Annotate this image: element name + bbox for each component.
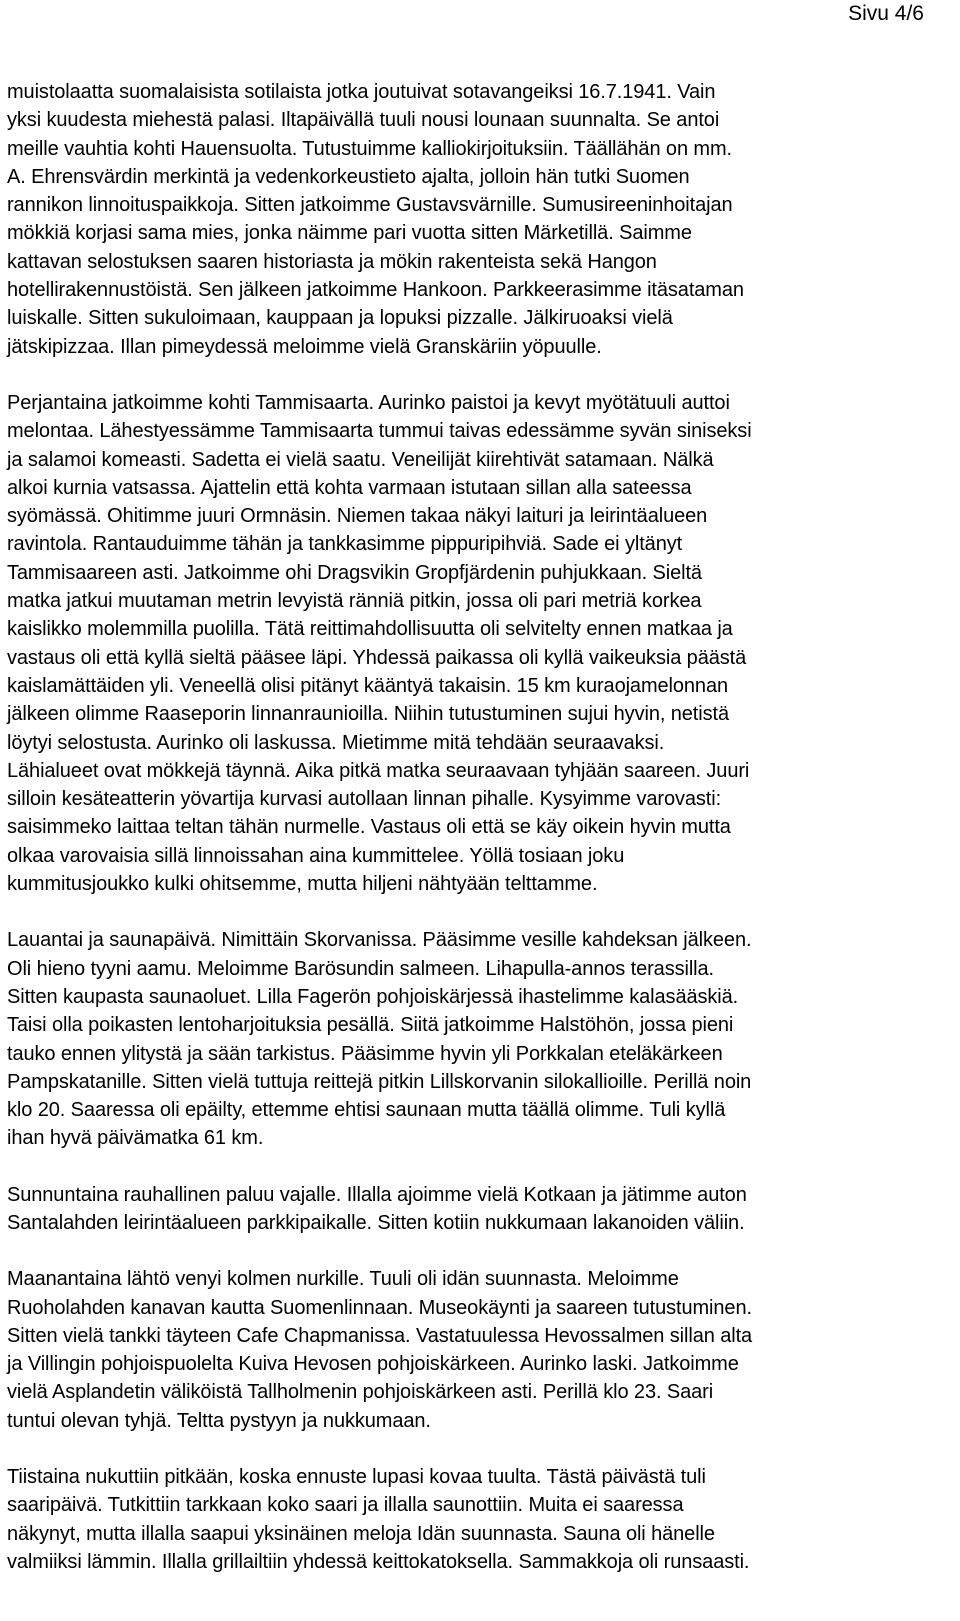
paragraph-1: muistolaatta suomalaisista sotilaista jotka joutuivat sotavangeiksi 16.7.1941. Vain yksi kuudesta miehestä palasi. Iltapäivällä tuuli nousi lounaan suunnalta. Se antoi meille vauhtia kohti Hauensuolta. Tutustuimme kalliokirjoituksiin. Täällähän on mm. A. Ehrensvärdin merkintä ja vedenkorkeustieto ajalta, jolloin hän tutki Suomen rannikon linnoituspaikkoja. Sitten jatkoimme Gustavsvärnille. Sumusireeninhoitajan mökkiä korjasi sama mies, jonka näimme pari vuotta sitten Märketillä. Saimme kattavan selostuksen saaren historiasta ja mökin rakenteista sekä Hangon hotellirakennustöistä. Sen jälkeen jatkoimme Hankoon. Parkkeerasimme itäsataman luiskalle. Sitten sukuloimaan, kauppaan ja lopuksi pizzalle. Jälkiruoaksi vielä jätskipizzaa. Illan pimeydessä meloimme vielä Granskäriin yöpuulle. [7,81,744,358]
paragraph-3: Lauantai ja saunapäivä. Nimittäin Skorvanissa. Pääsimme vesille kahdeksan jälkeen. Oli hieno tyyni aamu. Meloimme Barösundin salmeen. Lihapulla-annos terassilla. Sitten kaupasta saunaoluet. Lilla Fagerön pohjoiskärjessä ihastelimme kalasääskiä. Taisi olla poikasten lentoharjoituksia pesällä. Siitä jatkoimme Halstöhön, jossa pieni tauko ennen ylitystä ja sään tarkistus. Pääsimme hyvin yli Porkkalan eteläkärkeen Pampskatanille. Sitten vielä tuttuja reittejä pitkin Lillskorvanin silokallioille. Perillä noin klo 20. Saaressa oli epäilty, ettemme ehtisi saunaan mutta täällä olimme. Tuli kyllä ihan hyvä päivämatka 61 km. [7,929,752,1150]
page-number: Sivu 4/6 [848,2,924,25]
paragraph-5: Maanantaina lähtö venyi kolmen nurkille. Tuuli oli idän suunnasta. Meloimme Ruoholahden kanavan kautta Suomenlinnaan. Museokäynti ja saareen tutustuminen. Sitten vielä tankki täyteen Cafe Chapmanissa. Vastatuulessa Hevossalmen sillan alta ja Villingin pohjoispuolelta Kuiva Hevosen pohjoiskärkeen. Aurinko laski. Jatkoimme vielä Asplandetin väliköistä Tallholmenin pohjoiskärkeen asti. Perillä klo 23. Saari tuntui olevan tyhjä. Teltta pystyyn ja nukkumaan. [7,1268,753,1432]
document-body [7,78,952,1576]
paragraph-6: Tiistaina nukuttiin pitkään, koska ennuste lupasi kovaa tuulta. Tästä päivästä tuli saaripäivä. Tutkittiin tarkkaan koko saari ja illalla saunottiin. Muita ei saaressa näkynyt, mutta illalla saapui yksinäinen meloja Idän suunnasta. Sauna oli hänelle valmiiksi lämmin. Illalla grillailtiin yhdessä keittokatoksella. Sammakkoja oli runsaasti. [7,1466,750,1573]
paragraph-2: Perjantaina jatkoimme kohti Tammisaarta. Aurinko paistoi ja kevyt myötätuuli auttoi melontaa. Lähestyessämme Tammisaarta tummui taivas edessämme syvän siniseksi ja salamoi komeasti. Sadetta ei vielä saatu. Veneilijät kiirehtivät satamaan. Nälkä alkoi kurnia vatsassa. Ajattelin että kohta varmaan istutaan sillan alla sateessa syömässä. Ohitimme juuri Ormnäsin. Niemen takaa näkyi laituri ja leirintäalueen ravintola. Rantauduimme tähän ja tankkasimme pippuripihviä. Sade ei yltänyt Tammisaareen asti. Jatkoimme ohi Dragsvikin Gropfjärdenin puhjukkaan. Sieltä matka jatkui muutaman metrin levyistä ränniä pitkin, jossa oli pari metriä korkea kaislikko molemmilla puolilla. Tätä reittimahdollisuutta oli selvitelty ennen matkaa ja vastaus oli että kyllä sieltä pääsee läpi. Yhdessä paikassa oli kyllä vaikeuksia päästä kaislamättäiden yli. Veneellä olisi pitänyt kääntyä takaisin. 15 km kuraojamelonnan jälkeen olimme Raaseporin linnanraunioilla. Niihin tutustuminen sujui hyvin, netistä löytyi selostusta. Aurinko oli laskussa. Mietimme mitä tehdään seuraavaksi. Lähialueet ovat mökkejä täynnä. Aika pitkä matka seuraavaan tyhjään saareen. Juuri silloin kesäteatterin yövartija kurvasi autollaan linnan pihalle. Kysyimme varovasti: saisimmeko laittaa teltan tähän nurmelle. Vastaus oli että se käy oikein hyvin mutta olkaa varovaisia sillä linnoissahan aina kummittelee. Yöllä tosiaan joku kummitusjoukko kulki ohitsemme, mutta hiljeni nähtyään telttamme. [7,391,752,896]
paragraph-4: Sunnuntaina rauhallinen paluu vajalle. Illalla ajoimme vielä Kotkaan ja jätimme auton Santalahden leirintäalueen parkkipaikalle. Sitten kotiin nukkumaan lakanoiden väliin. [7,1183,747,1234]
